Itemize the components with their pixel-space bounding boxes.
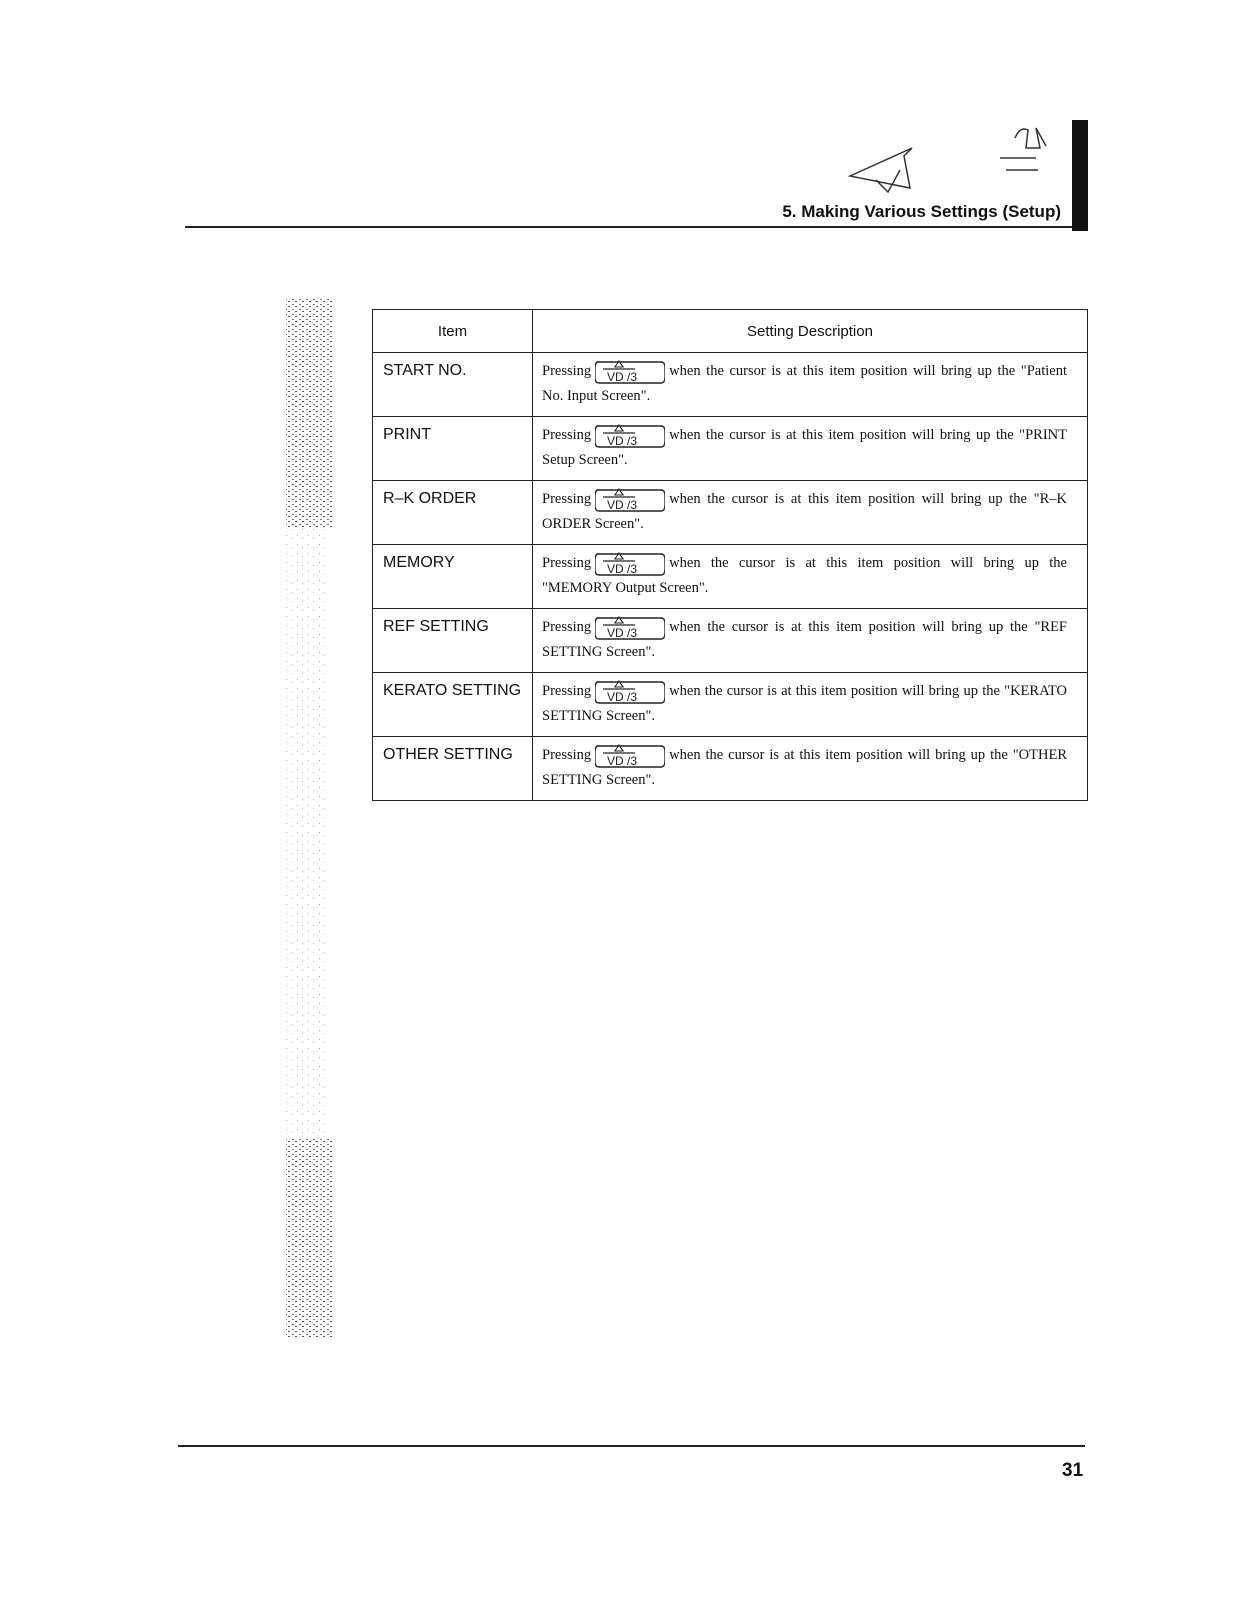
column-header-description: Setting Description — [533, 310, 1088, 353]
setting-item-name: START NO. — [373, 353, 533, 417]
setting-description — [533, 737, 1088, 801]
footer-rule — [178, 1445, 1085, 1447]
description-post: when the cursor is at this item position will bring up the "MEMORY Output Screen". — [542, 555, 1067, 596]
setting-item-name: KERATO SETTING — [373, 673, 533, 737]
description-post: when the cursor is at this item position will bring up the "R–K ORDER Screen". — [542, 491, 1067, 532]
table-row — [373, 673, 1088, 737]
setting-description — [533, 673, 1088, 737]
description-post: when the cursor is at this item position will bring up the "OTHER SETTING Screen". — [542, 747, 1067, 788]
scan-edge-strip — [284, 298, 340, 1343]
page-header-title: 5. Making Various Settings (Setup) — [782, 202, 1061, 221]
setting-description — [533, 481, 1088, 545]
setting-item-name: PRINT — [373, 417, 533, 481]
setting-description — [533, 545, 1088, 609]
key-label: VD /3 — [607, 753, 638, 768]
key-label: VD /3 — [607, 497, 638, 512]
description-pre: Pressing — [542, 363, 592, 379]
page-number: 31 — [1062, 1460, 1084, 1481]
vd-key-icon — [595, 744, 665, 768]
table-row — [373, 353, 1088, 417]
description-post: when the cursor is at this item position will bring up the "KERATO SETTING Screen". — [542, 683, 1067, 724]
setting-item-name: MEMORY — [373, 545, 533, 609]
setting-item-name: OTHER SETTING — [373, 737, 533, 801]
key-label: VD /3 — [607, 433, 638, 448]
table-row — [373, 737, 1088, 801]
description-pre: Pressing — [542, 683, 592, 699]
description-post: when the cursor is at this item position will bring up the "PRINT Setup Screen". — [542, 427, 1067, 468]
setting-item-name: R–K ORDER — [373, 481, 533, 545]
setting-item-name: REF SETTING — [373, 609, 533, 673]
settings-table — [372, 309, 1088, 801]
table-row — [373, 609, 1088, 673]
setting-description — [533, 353, 1088, 417]
description-pre: Pressing — [542, 747, 592, 763]
description-pre: Pressing — [542, 491, 592, 507]
key-label: VD /3 — [607, 561, 638, 576]
chapter-tab — [1072, 120, 1088, 231]
table-row — [373, 417, 1088, 481]
vd-key-icon — [595, 680, 665, 704]
vd-key-icon — [595, 552, 665, 576]
column-header-item: Item — [373, 310, 533, 353]
description-post: when the cursor is at this item position will bring up the "Patient No. Input Screen". — [542, 363, 1067, 404]
table-row — [373, 545, 1088, 609]
key-label: VD /3 — [607, 625, 638, 640]
header-rule — [185, 226, 1087, 228]
vd-key-icon — [595, 424, 665, 448]
description-pre: Pressing — [542, 555, 592, 571]
key-label: VD /3 — [607, 689, 638, 704]
vd-key-icon — [595, 488, 665, 512]
description-pre: Pressing — [542, 427, 592, 443]
table-header-row — [373, 310, 1088, 353]
table-row — [373, 481, 1088, 545]
vd-key-icon — [595, 360, 665, 384]
setting-description — [533, 609, 1088, 673]
vd-key-icon — [595, 616, 665, 640]
description-post: when the cursor is at this item position will bring up the "REF SETTING Screen". — [542, 619, 1067, 660]
key-label: VD /3 — [607, 369, 638, 384]
description-pre: Pressing — [542, 619, 592, 635]
setting-description — [533, 417, 1088, 481]
